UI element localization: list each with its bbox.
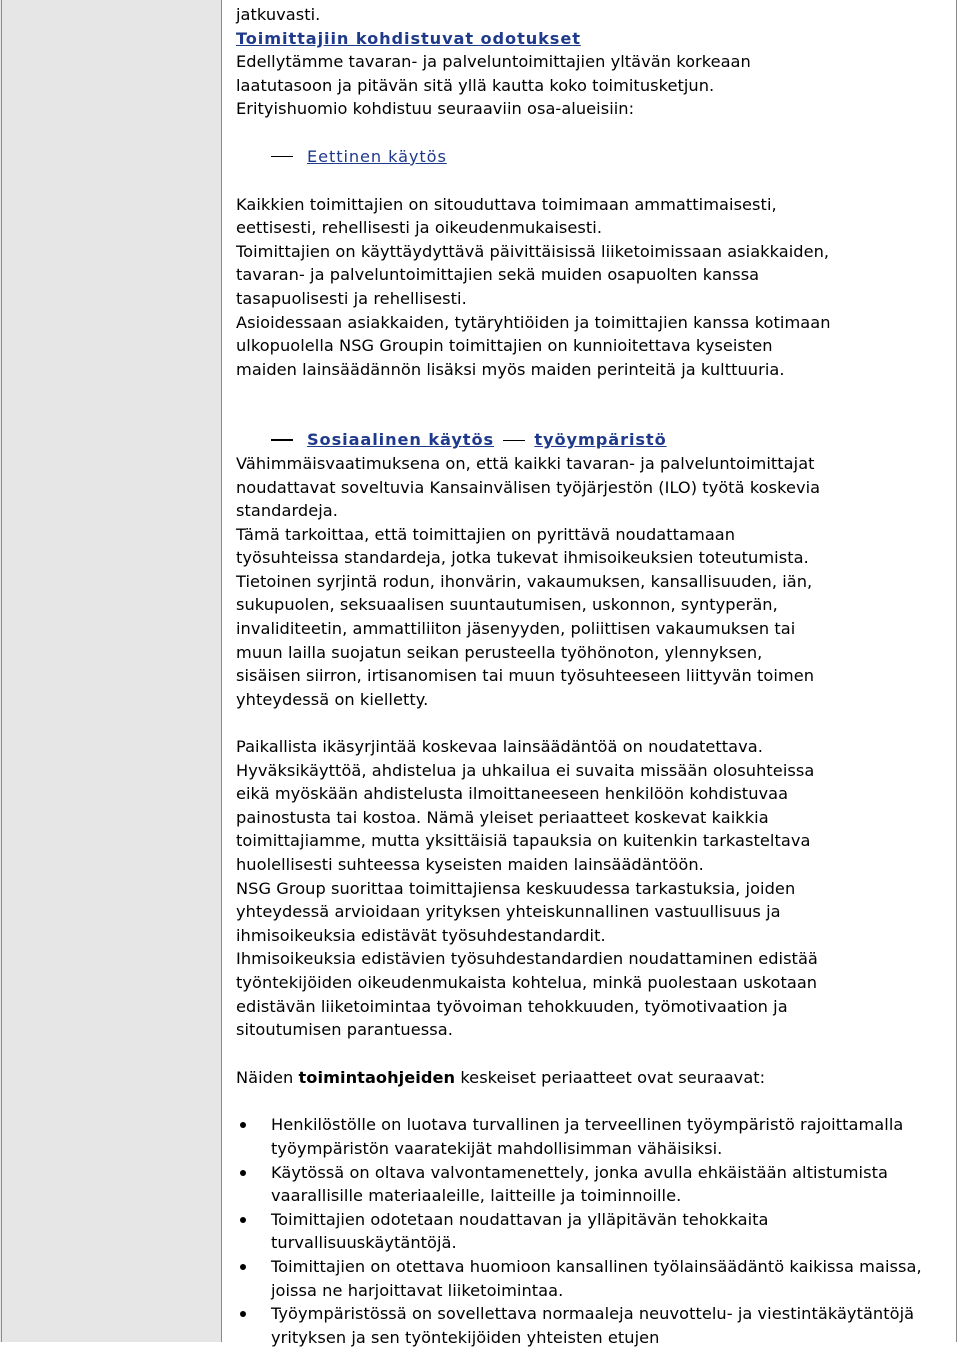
paragraph-line: yhteydessä on kielletty. <box>236 689 429 709</box>
intro-line: jatkuvasti. <box>236 5 321 24</box>
paragraph-line: sisäisen siirron, irtisanomisen tai muun työsuhteeseen liittyvän toimen <box>236 666 815 686</box>
subsection-title: Eettinen käytös <box>307 146 447 166</box>
paragraph-line: eikä myöskään ahdistelusta ilmoittaneeseen henkilöön kohdistuvaa <box>236 784 789 804</box>
right-table-border <box>956 0 957 1342</box>
spacer <box>236 711 948 735</box>
list-item: Toimittajien on otettava huomioon kansallinen työlainsäädäntö kaikissa maissa, joissa ne harjoittavat liiketoimintaa. <box>236 1255 948 1302</box>
list-item: Henkilöstölle on luotava turvallinen ja terveellinen työympäristö rajoittamalla työympäristön vaaratekijät mahdollisimman vähäisiksi. <box>236 1113 948 1160</box>
spacer <box>236 1089 948 1113</box>
paragraph-line: tavaran- ja palveluntoimittajien sekä muiden osapuolten kanssa <box>236 265 760 285</box>
paragraph-line: tasapuolisesti ja rehellisesti. <box>236 288 467 308</box>
paragraph-line: Vähimmäisvaatimuksena on, että kaikki tavaran- ja palveluntoimittajat <box>236 453 815 473</box>
paragraph-line: invaliditeetin, ammattiliiton jäsenyyden, poliittisen vakaumuksen tai <box>236 619 796 639</box>
principles-intro-pre: Näiden <box>236 1067 299 1087</box>
spacer <box>236 1042 948 1066</box>
paragraph-line: Tämä tarkoittaa, että toimittajien on pyrittävä noudattamaan <box>236 524 736 544</box>
paragraph-line: Tietoinen syrjintä rodun, ihonvärin, vakaumuksen, kansallisuuden, iän, <box>236 571 813 591</box>
paragraph-line: Erityishuomio kohdistuu seuraaviin osa-alueisiin: <box>236 99 635 119</box>
paragraph-line: Ihmisoikeuksia edistävien työsuhdestandardien noudattaminen edistää <box>236 949 818 969</box>
paragraph-line: toimittajiamme, mutta yksittäisiä tapauksia on kuitenkin tarkasteltava <box>236 831 811 851</box>
paragraph-line: eettisesti, rehellisesti ja oikeudenmukaisesti. <box>236 218 603 238</box>
list-item: Toimittajien odotetaan noudattavan ja ylläpitävän tehokkaita turvallisuuskäytäntöjä. <box>236 1208 948 1255</box>
paragraph-line: laatutasoon ja pitävän sitä yllä kautta koko toimitusketjun. <box>236 75 715 95</box>
paragraph-line: muun lailla suojatun seikan perusteella työhönoton, ylennyksen, <box>236 642 763 662</box>
paragraph-line: työntekijöiden oikeudenmukaista kohtelua, minkä puolestaan uskotaan <box>236 972 818 992</box>
subsection-ethics-heading <box>236 145 948 169</box>
dash-marker <box>271 439 293 440</box>
paragraph-line: Edellytämme tavaran- ja palveluntoimittajien yltävän korkeaan <box>236 52 751 72</box>
paragraph-line: Kaikkien toimittajien on sitouduttava toimimaan ammattimaisesti, <box>236 194 777 214</box>
subsection-social-heading <box>236 428 948 452</box>
paragraph-line: sitoutumisen parantuessa. <box>236 1020 453 1040</box>
paragraph-line: työsuhteissa standardeja, jotka tukevat ihmisoikeuksien toteutumista. <box>236 548 809 568</box>
list-item: Työympäristössä on sovellettava normaaleja neuvottelu- ja viestintäkäytäntöjä yrityksen ja sen työntekijöiden yhteisten etujen <box>236 1302 948 1349</box>
paragraph-line: NSG Group suorittaa toimittajiensa keskuudessa tarkastuksia, joiden <box>236 878 796 898</box>
paragraph-line: Hyväksikäyttöä, ahdistelua ja uhkailua ei suvaita missään olosuhteissa <box>236 760 815 780</box>
paragraph-line: noudattavat soveltuvia Kansainvälisen työjärjestön (ILO) työtä koskevia <box>236 477 821 497</box>
dash-marker <box>271 156 293 157</box>
paragraph-line: standardeja. <box>236 501 338 521</box>
paragraph-line: ihmisoikeuksia edistävät työsuhdestandardit. <box>236 925 606 945</box>
paragraph-line: yhteydessä arvioidaan yrityksen yhteiskunnallinen vastuullisuus ja <box>236 902 781 922</box>
paragraph-line: sukupuolen, seksuaalisen suuntautumisen, uskonnon, syntyperän, <box>236 595 778 615</box>
document-body <box>236 3 948 1349</box>
paragraph-line: ulkopuolella NSG Groupin toimittajien on kunnioitettava kyseisten <box>236 336 773 356</box>
principles-intro <box>236 1066 948 1090</box>
list-item: Käytössä on oltava valvontamenettely, jonka avulla ehkäistään altistumista vaarallisille materiaaleille, laitteille ja toiminnoille. <box>236 1161 948 1208</box>
principles-intro-post: keskeiset periaatteet ovat seuraavat: <box>455 1067 766 1087</box>
inline-dash <box>503 440 525 441</box>
left-column-rule <box>1 0 2 1342</box>
paragraph-line: painostusta tai kostoa. Nämä yleiset periaatteet koskevat kaikkia <box>236 807 769 827</box>
subsection-title-suffix: työympäristö <box>534 430 667 450</box>
paragraph-line: Paikallista ikäsyrjintää koskevaa lainsäädäntöä on noudatettava. <box>236 737 763 757</box>
subsection-title: Sosiaalinen käytös <box>307 430 495 450</box>
left-margin-column <box>0 0 222 1342</box>
section-heading: Toimittajiin kohdistuvat odotukset <box>236 28 581 48</box>
paragraph-line: edistävän liiketoimintaa työvoiman tehokkuuden, työmotivaation ja <box>236 996 788 1016</box>
paragraph-line: maiden lainsäädännön lisäksi myös maiden perinteitä ja kulttuuria. <box>236 359 785 379</box>
principles-list <box>236 1113 948 1349</box>
paragraph-line: huolellisesti suhteessa kyseisten maiden lainsäädäntöön. <box>236 855 704 874</box>
paragraph-line: Asioidessaan asiakkaiden, tytäryhtiöiden ja toimittajien kanssa kotimaan <box>236 312 831 332</box>
paragraph-line: Toimittajien on käyttäydyttävä päivittäisissä liiketoimissaan asiakkaiden, <box>236 241 830 261</box>
principles-intro-bold: toimintaohjeiden <box>298 1067 456 1087</box>
